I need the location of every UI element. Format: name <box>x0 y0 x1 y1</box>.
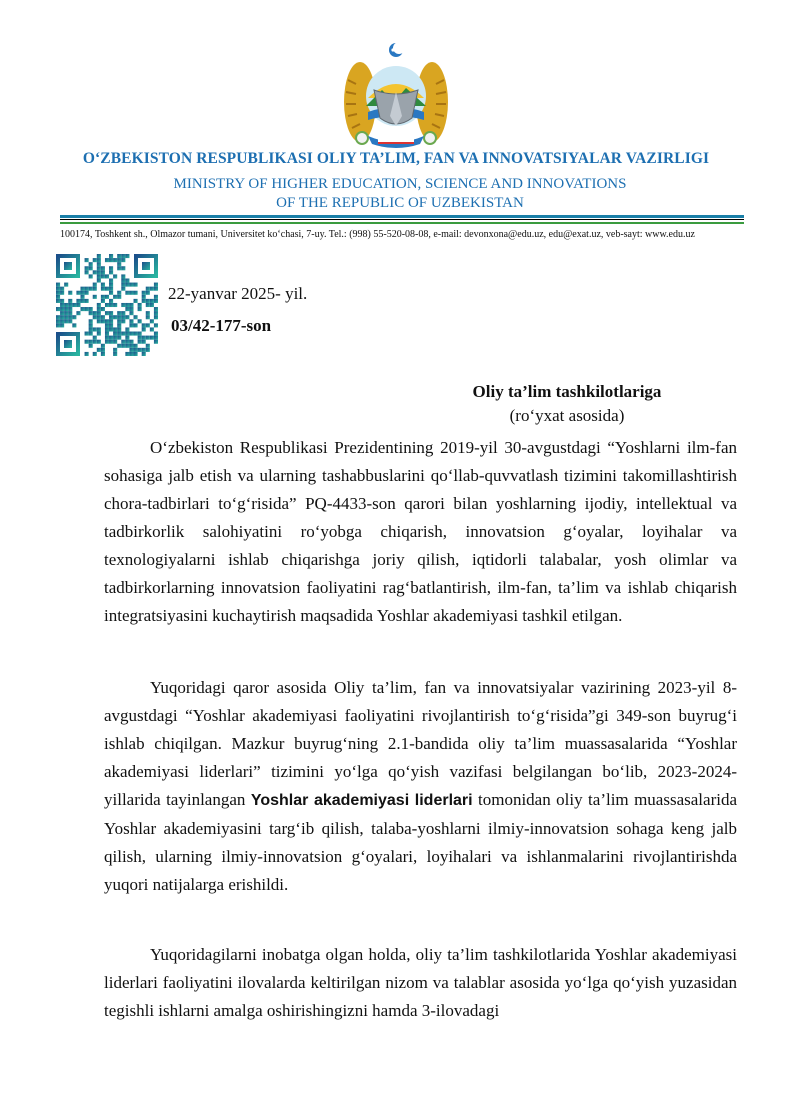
qr-module <box>97 332 101 336</box>
qr-module <box>109 291 113 295</box>
qr-module <box>121 274 125 278</box>
qr-module <box>146 336 150 340</box>
qr-module <box>56 295 60 299</box>
qr-module <box>105 319 109 323</box>
qr-module <box>113 295 117 299</box>
qr-module <box>68 299 72 303</box>
qr-module <box>97 327 101 331</box>
qr-module <box>154 287 158 291</box>
qr-module <box>68 315 72 319</box>
qr-module <box>121 266 125 270</box>
qr-module <box>142 327 146 331</box>
qr-module <box>125 344 129 348</box>
qr-module <box>109 254 113 258</box>
qr-module <box>105 332 109 336</box>
qr-module <box>121 283 125 287</box>
qr-module <box>121 340 125 344</box>
qr-module <box>142 336 146 340</box>
qr-module <box>93 287 97 291</box>
qr-module <box>97 315 101 319</box>
qr-module <box>109 319 113 323</box>
qr-module <box>85 270 89 274</box>
qr-module <box>146 299 150 303</box>
qr-module <box>113 332 117 336</box>
qr-module <box>68 307 72 311</box>
qr-module <box>105 258 109 262</box>
qr-module <box>117 262 121 266</box>
qr-module <box>85 340 89 344</box>
qr-module <box>113 336 117 340</box>
qr-module <box>60 287 64 291</box>
qr-module <box>89 266 93 270</box>
qr-module <box>105 336 109 340</box>
qr-module <box>109 340 113 344</box>
qr-module <box>56 323 60 327</box>
qr-module <box>93 311 97 315</box>
qr-module <box>146 287 150 291</box>
qr-module <box>64 315 68 319</box>
qr-module <box>60 311 64 315</box>
recipient-note: (ro‘yxat asosida) <box>509 406 625 425</box>
qr-module <box>146 344 150 348</box>
qr-module <box>64 319 68 323</box>
qr-module <box>89 327 93 331</box>
qr-module <box>93 283 97 287</box>
qr-module <box>150 336 154 340</box>
qr-module <box>93 327 97 331</box>
qr-module <box>125 340 129 344</box>
qr-module <box>64 307 68 311</box>
qr-module <box>97 307 101 311</box>
qr-module <box>93 315 97 319</box>
qr-module <box>109 258 113 262</box>
qr-module <box>56 315 60 319</box>
qr-module <box>129 307 133 311</box>
qr-module <box>117 336 121 340</box>
qr-module <box>85 299 89 303</box>
qr-module <box>85 287 89 291</box>
header-rule-blue <box>60 215 744 218</box>
qr-module <box>125 254 129 258</box>
qr-module <box>142 323 146 327</box>
qr-module <box>97 311 101 315</box>
qr-module <box>109 303 113 307</box>
qr-module <box>97 258 101 262</box>
qr-module <box>56 319 60 323</box>
qr-module <box>109 336 113 340</box>
qr-module <box>93 258 97 262</box>
qr-module <box>93 270 97 274</box>
qr-module <box>101 352 105 356</box>
qr-module <box>89 323 93 327</box>
qr-module <box>113 274 117 278</box>
qr-module <box>64 303 68 307</box>
qr-module <box>129 332 133 336</box>
qr-module <box>129 311 133 315</box>
qr-module <box>113 340 117 344</box>
qr-module <box>129 344 133 348</box>
qr-module <box>121 258 125 262</box>
qr-module <box>129 348 133 352</box>
qr-module <box>138 307 142 311</box>
qr-module <box>125 315 129 319</box>
qr-module <box>125 336 129 340</box>
letter-date: 22-yanvar 2025- yil. <box>168 284 308 303</box>
qr-module <box>125 283 129 287</box>
qr-module <box>109 311 113 315</box>
qr-module <box>60 323 64 327</box>
qr-module <box>56 299 60 303</box>
qr-module <box>142 299 146 303</box>
qr-module <box>134 291 138 295</box>
qr-module <box>101 270 105 274</box>
qr-module <box>150 303 154 307</box>
qr-module <box>154 332 158 336</box>
qr-module <box>89 274 93 278</box>
qr-module <box>117 266 121 270</box>
qr-module <box>89 307 93 311</box>
qr-module <box>121 278 125 282</box>
qr-module <box>154 311 158 315</box>
qr-module <box>125 307 129 311</box>
qr-module <box>154 336 158 340</box>
qr-module <box>117 319 121 323</box>
paragraph-2 <box>104 674 737 899</box>
qr-module <box>101 348 105 352</box>
qr-module <box>76 299 80 303</box>
qr-module <box>85 352 89 356</box>
qr-module <box>89 332 93 336</box>
header-rule-green <box>60 222 744 224</box>
letter-number: 03/42-177-son <box>171 316 272 335</box>
qr-module <box>101 283 105 287</box>
qr-module <box>109 270 113 274</box>
qr-module <box>101 344 105 348</box>
qr-module <box>142 348 146 352</box>
qr-module <box>113 327 117 331</box>
qr-module <box>80 307 84 311</box>
qr-module <box>109 266 113 270</box>
qr-module <box>146 311 150 315</box>
qr-module <box>117 327 121 331</box>
qr-module <box>117 332 121 336</box>
qr-module <box>146 315 150 319</box>
qr-module <box>134 344 138 348</box>
qr-module <box>121 332 125 336</box>
ministry-address: 100174, Toshkent sh., Olmazor tumani, Universitet ko‘chasi, 7-uy. Tel.: (998) 55-520-08-08, e-mail: devonxona@edu.uz, edu@exat.uz, veb-sayt: www.edu.uz <box>60 229 695 240</box>
qr-module <box>154 323 158 327</box>
qr-module <box>125 352 129 356</box>
qr-module <box>105 327 109 331</box>
qr-module <box>154 315 158 319</box>
qr-module <box>76 291 80 295</box>
qr-module <box>138 340 142 344</box>
qr-module <box>129 340 133 344</box>
state-emblem-icon <box>338 40 454 152</box>
qr-module <box>146 303 150 307</box>
qr-module <box>150 287 154 291</box>
qr-module <box>121 319 125 323</box>
qr-module <box>105 287 109 291</box>
qr-module <box>121 311 125 315</box>
qr-module <box>68 303 72 307</box>
qr-module <box>64 283 68 287</box>
qr-module <box>129 319 133 323</box>
qr-module <box>97 262 101 266</box>
qr-module <box>142 352 146 356</box>
qr-module <box>138 303 142 307</box>
qr-module <box>93 295 97 299</box>
qr-module <box>134 323 138 327</box>
qr-module <box>101 319 105 323</box>
qr-module <box>101 287 105 291</box>
qr-module <box>101 295 105 299</box>
qr-module <box>105 323 109 327</box>
qr-module <box>80 299 84 303</box>
qr-module <box>85 266 89 270</box>
qr-module <box>60 299 64 303</box>
qr-module <box>117 295 121 299</box>
qr-module <box>109 287 113 291</box>
qr-module <box>89 287 93 291</box>
qr-module <box>117 311 121 315</box>
recipient-name: Oliy ta’lim tashkilotlariga <box>472 382 662 401</box>
qr-module <box>129 352 133 356</box>
qr-module <box>93 340 97 344</box>
qr-module <box>105 274 109 278</box>
qr-module <box>150 319 154 323</box>
qr-module <box>68 319 72 323</box>
qr-module <box>97 254 101 258</box>
paragraph-1 <box>104 434 737 630</box>
qr-module <box>134 352 138 356</box>
qr-module <box>125 332 129 336</box>
qr-module <box>129 283 133 287</box>
qr-module <box>97 266 101 270</box>
qr-module <box>121 254 125 258</box>
qr-module <box>89 319 93 323</box>
header-rule-black <box>60 219 744 220</box>
qr-module <box>125 278 129 282</box>
qr-module <box>89 311 93 315</box>
qr-module <box>109 299 113 303</box>
qr-module <box>97 348 101 352</box>
qr-module <box>105 295 109 299</box>
qr-module <box>146 323 150 327</box>
qr-module <box>117 258 121 262</box>
qr-module <box>97 278 101 282</box>
paragraph-2-before: Yuqoridagi qaror asosida Oliy ta’lim, fan va innovatsiyalar vazirining 2023-yil 8-avgustdagi “Yoshlar akademiyasi faoliyatini rivojlantirish to‘g‘risida”gi 349-son buyrug‘i ishlab chiqilgan. Mazkur buyrug‘ning 2.1-bandida oliy ta’lim muassasalarida “Yoshlar akademiyasi liderlari” tizimini yo‘lga qo‘yish vazifasi belgilangan bo‘lib, 2023-2024-yillarida tayinlangan <box>104 678 737 809</box>
qr-module <box>64 311 68 315</box>
paragraph-2-bold: Yoshlar akademiyasi liderlari <box>250 792 473 809</box>
qr-module <box>142 291 146 295</box>
qr-module <box>105 311 109 315</box>
qr-module <box>68 311 72 315</box>
qr-module <box>154 307 158 311</box>
qr-module <box>101 307 105 311</box>
qr-module <box>109 323 113 327</box>
qr-module <box>138 348 142 352</box>
qr-module <box>146 291 150 295</box>
qr-module <box>113 348 117 352</box>
qr-module <box>117 344 121 348</box>
qr-module <box>76 311 80 315</box>
qr-module <box>138 332 142 336</box>
qr-module <box>138 319 142 323</box>
ministry-title-en-line2: OF THE REPUBLIC OF UZBEKISTAN <box>276 195 524 211</box>
qr-module <box>150 299 154 303</box>
qr-module <box>134 283 138 287</box>
paragraph-1-text: O‘zbekiston Respublikasi Prezidentining 2019-yil 30-avgustdagi “Yoshlarni ilm-fan sohasiga jalb etish va ularning tashabbuslarini qo‘llab-quvvatlash tizimini takomillashtirish chora-tadbirlari to‘g‘risida” PQ-4433-son qarori bilan yoshlarning ijodiy, intellektual va tadbirkorlik salohiyatini ro‘yobga chiqarish, innovatsion g‘oyalar, loyihalar va texnologiyalarni ishlab chiqarishga joriy qilish, iqtidorli talabalar, yosh olimlar va tadbirkorlarning innovatsion faoliyatini rag‘batlantirish, ilm-fan, ta’lim va ishlab chiqarish integratsiyasini kuchaytirish maqsadida Yoshlar akademiyasi tashkil etilgan. <box>104 438 737 625</box>
qr-module <box>121 303 125 307</box>
qr-module <box>60 315 64 319</box>
qr-module <box>129 323 133 327</box>
qr-module <box>142 340 146 344</box>
qr-module <box>101 315 105 319</box>
ministry-title-uz: O‘ZBEKISTON RESPUBLIKASI OLIY TA’LIM, FAN VA INNOVATSIYALAR VAZIRLIGI <box>82 150 710 167</box>
qr-module <box>150 327 154 331</box>
qr-module <box>97 303 101 307</box>
qr-module <box>72 315 76 319</box>
qr-module <box>134 315 138 319</box>
qr-module <box>134 348 138 352</box>
ministry-title-en-line1: MINISTRY OF HIGHER EDUCATION, SCIENCE AND INNOVATIONS <box>173 176 627 192</box>
qr-module <box>101 266 105 270</box>
qr-code-icon <box>56 254 158 356</box>
qr-module <box>125 303 129 307</box>
qr-module <box>105 340 109 344</box>
qr-module <box>109 315 113 319</box>
qr-module <box>85 258 89 262</box>
qr-module <box>117 291 121 295</box>
qr-module <box>117 315 121 319</box>
qr-module <box>134 332 138 336</box>
qr-module <box>109 278 113 282</box>
qr-module <box>60 307 64 311</box>
qr-module <box>142 295 146 299</box>
qr-module <box>89 344 93 348</box>
qr-module <box>93 336 97 340</box>
qr-module <box>72 303 76 307</box>
qr-module <box>121 315 125 319</box>
qr-module <box>154 340 158 344</box>
qr-module <box>80 295 84 299</box>
qr-module <box>125 327 129 331</box>
qr-module <box>60 303 64 307</box>
paragraph-2-text <box>104 674 737 899</box>
qr-module <box>68 291 72 295</box>
paragraph-3-text: Yuqoridagilarni inobatga olgan holda, oliy ta’lim tashkilotlarida Yoshlar akademiyasi liderlari faoliyatini ilovalarda keltirilgan nizom va talablar asosida yo‘lga qo‘yish yuzasidan tegishli ishlarni amalga oshirishingizni hamda 3-ilovadagi <box>104 945 737 1020</box>
qr-module <box>89 262 93 266</box>
qr-module <box>85 332 89 336</box>
qr-module <box>109 283 113 287</box>
qr-module <box>76 303 80 307</box>
qr-module <box>117 254 121 258</box>
qr-module <box>146 348 150 352</box>
paragraph-3 <box>104 941 737 1025</box>
qr-module <box>113 315 117 319</box>
qr-module <box>113 258 117 262</box>
qr-module <box>56 283 60 287</box>
qr-module <box>80 291 84 295</box>
qr-module <box>121 287 125 291</box>
qr-module <box>121 344 125 348</box>
qr-module <box>154 283 158 287</box>
qr-module <box>109 327 113 331</box>
qr-module <box>85 291 89 295</box>
qr-module <box>125 291 129 295</box>
qr-module <box>101 274 105 278</box>
qr-module <box>113 352 117 356</box>
qr-module <box>85 307 89 311</box>
qr-module <box>138 336 142 340</box>
qr-module <box>113 303 117 307</box>
qr-module <box>60 319 64 323</box>
qr-module <box>93 352 97 356</box>
qr-module <box>56 307 60 311</box>
qr-module <box>105 303 109 307</box>
qr-module <box>60 291 64 295</box>
qr-module <box>97 270 101 274</box>
qr-module <box>97 274 101 278</box>
paragraph-2-after: tomonidan oliy ta’lim muassasalarida Yoshlar akademiyasini targ‘ib qilish, talaba-yoshlarni ilmiy-innovatsion sohaga keng jalb qilish, ularning ilmiy-innovatsion g‘oyalari, loyihalari va ishlanmalarini rivojlantirishda yuqori natijalarga erishildi. <box>104 790 737 894</box>
qr-module <box>89 340 93 344</box>
qr-module <box>97 319 101 323</box>
qr-module <box>129 291 133 295</box>
qr-module <box>72 323 76 327</box>
qr-module <box>101 299 105 303</box>
qr-module <box>154 295 158 299</box>
qr-module <box>56 287 60 291</box>
qr-module <box>97 340 101 344</box>
qr-module <box>129 303 133 307</box>
qr-module <box>154 299 158 303</box>
qr-module <box>80 287 84 291</box>
qr-module <box>117 323 121 327</box>
qr-module <box>134 299 138 303</box>
qr-module <box>56 291 60 295</box>
